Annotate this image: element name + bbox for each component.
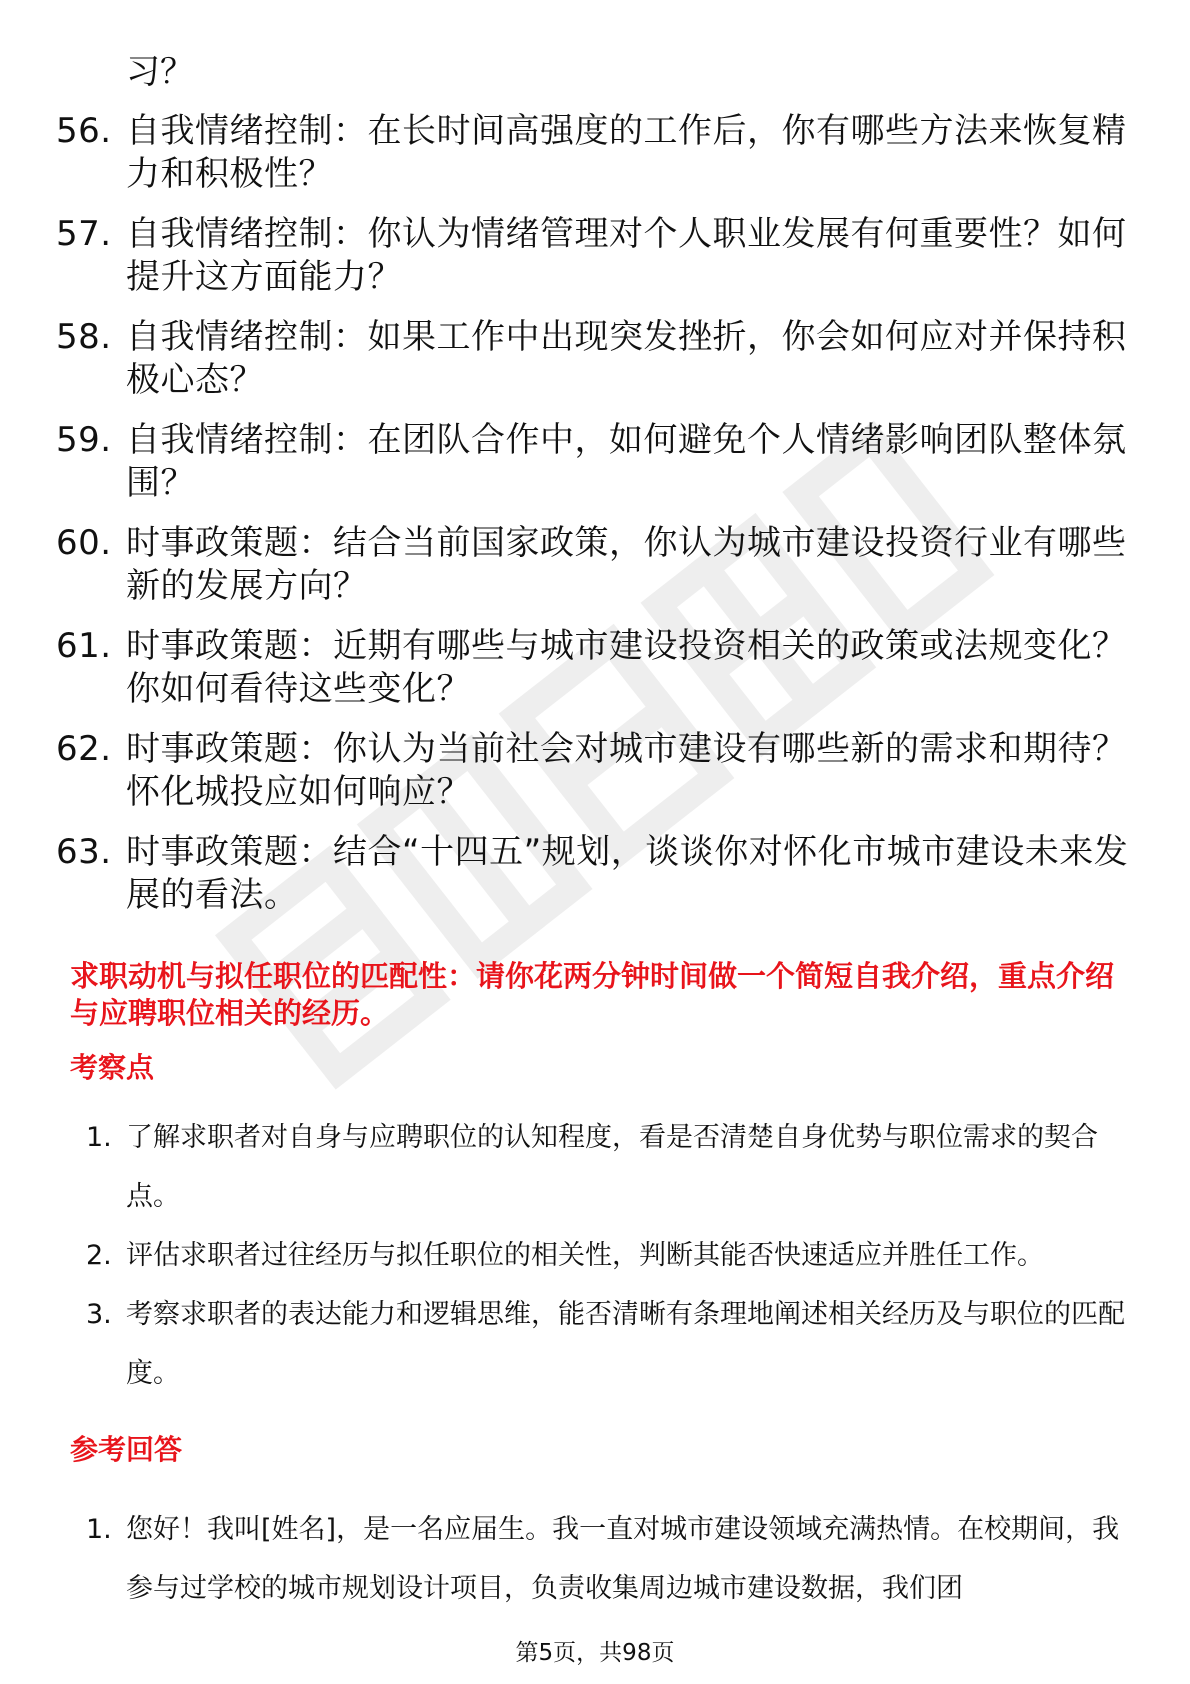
list-item xyxy=(56,831,1136,917)
item-text: 了解求职者对自身与应聘职位的认知程度，看是否清楚自身优势与职位需求的契合点。 xyxy=(126,1122,1098,1212)
list-item xyxy=(56,728,1136,814)
item-number: 3. xyxy=(86,1299,112,1330)
item-text: 时事政策题：结合当前国家政策，你认为城市建设投资行业有哪些新的发展方向？ xyxy=(126,523,1127,606)
item-number: 1. xyxy=(86,1122,112,1153)
answer-heading: 参考回答 xyxy=(70,1433,183,1466)
list-item xyxy=(86,1285,1136,1403)
list-item xyxy=(86,1226,1136,1285)
item-text: 考察求职者的表达能力和逻辑思维，能否清晰有条理地阐述相关经历及与职位的匹配度。 xyxy=(126,1299,1125,1389)
item-number: 57. xyxy=(56,214,112,254)
list-item xyxy=(56,522,1136,608)
item-number: 63. xyxy=(56,832,112,872)
item-text: 自我情绪控制：你认为情绪管理对个人职业发展有何重要性？如何提升这方面能力？ xyxy=(126,214,1127,297)
answer-list xyxy=(86,1500,1136,1618)
item-number: 56. xyxy=(56,111,112,151)
list-item xyxy=(56,419,1136,505)
list-item xyxy=(56,213,1136,299)
item-text: 时事政策题：结合“十四五”规划，谈谈你对怀化市城市建设未来发展的看法。 xyxy=(126,832,1129,915)
item-text: 时事政策题：你认为当前社会对城市建设有哪些新的需求和期待？怀化城投应如何响应？ xyxy=(126,729,1127,812)
list-item xyxy=(56,110,1136,196)
item-text: 时事政策题：近期有哪些与城市建设投资相关的政策或法规变化？你如何看待这些变化？ xyxy=(126,626,1127,709)
list-item xyxy=(86,1500,1136,1618)
item-text: 自我情绪控制：在长时间高强度的工作后，你有哪些方法来恢复精力和积极性？ xyxy=(126,111,1127,194)
section-title: 求职动机与拟任职位的匹配性：请你花两分钟时间做一个简短自我介绍，重点介绍与应聘职位相关的经历。 xyxy=(70,959,1115,1030)
item-number: 61. xyxy=(56,626,112,666)
item-number: 1. xyxy=(86,1514,112,1545)
item-number: 59. xyxy=(56,420,112,460)
question-list xyxy=(56,110,1136,934)
continuation-text: 习？ xyxy=(126,52,194,92)
item-number: 2. xyxy=(86,1240,112,1271)
list-item xyxy=(56,625,1136,711)
list-item xyxy=(86,1108,1136,1226)
item-number: 60. xyxy=(56,523,112,563)
list-item xyxy=(56,316,1136,402)
item-number: 62. xyxy=(56,729,112,769)
item-text: 评估求职者过往经历与拟任职位的相关性，判断其能否快速适应并胜任工作。 xyxy=(126,1240,1044,1271)
item-text: 自我情绪控制：如果工作中出现突发挫折，你会如何应对并保持积极心态？ xyxy=(126,317,1127,400)
item-number: 58. xyxy=(56,317,112,357)
points-list xyxy=(86,1108,1136,1403)
page-footer: 第5页，共98页 xyxy=(515,1640,675,1666)
item-text: 自我情绪控制：在团队合作中，如何避免个人情绪影响团队整体氛围？ xyxy=(126,420,1127,503)
item-text: 您好！我叫[姓名]，是一名应届生。我一直对城市建设领域充满热情。在校期间，我参与过学校的城市规划设计项目，负责收集周边城市建设数据，我们团 xyxy=(126,1514,1120,1604)
points-heading: 考察点 xyxy=(70,1051,155,1084)
